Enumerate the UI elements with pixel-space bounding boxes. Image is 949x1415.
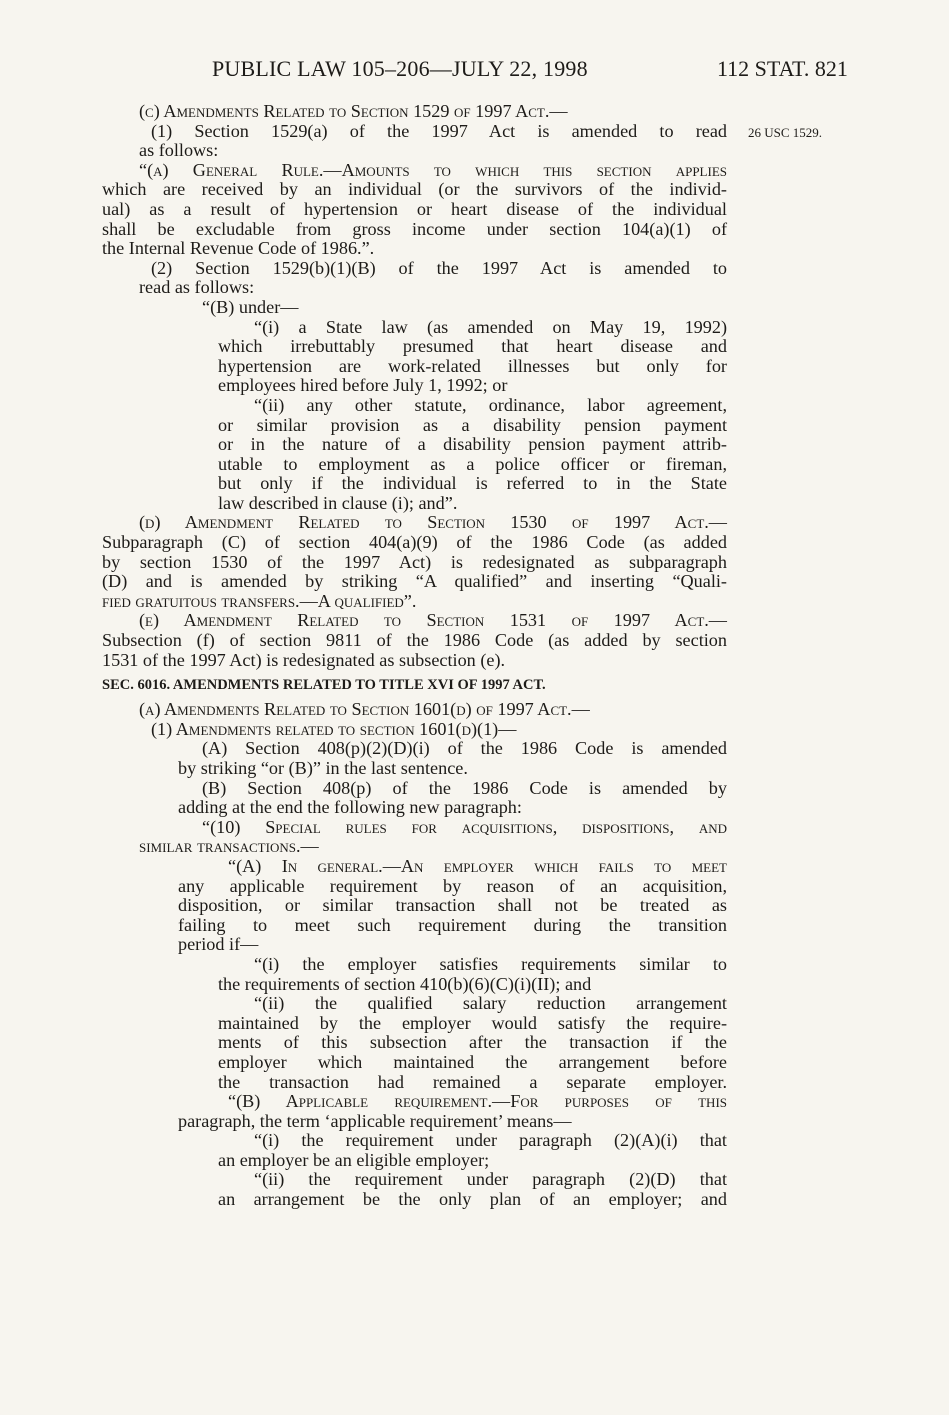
text-line: failing to meet such requirement during the transition xyxy=(178,914,727,935)
text-line: any applicable requirement by reason of an acquisition, xyxy=(178,875,727,896)
text-line: “(B) under— xyxy=(202,296,299,317)
text-line: by striking “or (B)” in the last sentence. xyxy=(178,758,468,778)
text-line: “(A) In general.—An employer which fails to meet xyxy=(228,855,727,876)
text-line: “(B) Applicable requirement.—For purposes of this xyxy=(228,1091,727,1112)
text-line: law described in clause (i); and”. xyxy=(218,492,458,513)
text-line: “(i) the requirement under paragraph (2)(A)(i) that xyxy=(254,1130,727,1151)
text-line: maintained by the employer would satisfy the require- xyxy=(218,1012,727,1033)
document-body xyxy=(102,102,727,1210)
text-line: employees hired before July 1, 1992; or xyxy=(218,375,508,396)
text-line: an arrangement be the only plan of an employer; and xyxy=(218,1189,727,1210)
text-line: employer which maintained the arrangement before xyxy=(218,1051,727,1072)
text-line: “(i) a State law (as amended on May 19, 1992) xyxy=(254,316,727,337)
statute-page-number: 112 STAT. 821 xyxy=(717,56,848,81)
text-line: fied gratuitous transfers.—A qualified”. xyxy=(102,590,417,611)
text-line: utable to employment as a police officer or fireman, xyxy=(218,453,727,474)
text-line: “(ii) the qualified salary reduction arrangement xyxy=(254,993,727,1014)
page-header xyxy=(0,56,949,86)
text-line: ments of this subsection after the transaction if the xyxy=(218,1032,727,1053)
text-line: “(ii) any other statute, ordinance, labor agreement, xyxy=(254,394,727,415)
text-line: 1531 of the 1997 Act) is redesignated as subsection (e). xyxy=(102,649,506,670)
text-line: “(a) General Rule.—Amounts to which this section applies xyxy=(139,159,727,180)
text-line: (a) Amendments Related to Section 1601(d) of 1997 Act.— xyxy=(139,699,590,720)
text-line: the transaction had remained a separate employer. xyxy=(218,1071,727,1092)
text-line: which are received by an individual (or the survivors of the individ- xyxy=(102,179,727,200)
text-line: (A) Section 408(p)(2)(D)(i) of the 1986 Code is amended xyxy=(202,738,727,759)
text-line: Subsection (f) of section 9811 of the 1986 Code (as added by section xyxy=(102,630,727,651)
text-line: (1) Amendments related to section 1601(d)(1)— xyxy=(151,718,517,739)
text-line: hypertension are work-related illnesses but only for xyxy=(218,355,727,376)
text-line: as follows: xyxy=(139,140,219,161)
text-line: (2) Section 1529(b)(1)(B) of the 1997 Act is amended to xyxy=(151,257,727,278)
text-line: “(10) Special rules for acquisitions, dispositions, and xyxy=(202,816,727,837)
section-heading: SEC. 6016. AMENDMENTS RELATED TO TITLE XVI OF 1997 ACT. xyxy=(102,677,546,694)
text-line: the Internal Revenue Code of 1986.”. xyxy=(102,238,375,259)
running-head-title: PUBLIC LAW 105–206—JULY 22, 1998 xyxy=(212,56,588,81)
text-line: disposition, or similar transaction shall not be treated as xyxy=(178,895,727,916)
text-line: ual) as a result of hypertension or heart disease of the individual xyxy=(102,198,727,219)
text-line: (D) and is amended by striking “A qualified” and inserting “Quali- xyxy=(102,571,727,592)
text-line: or in the nature of a disability pension payment attrib- xyxy=(218,434,727,455)
text-line: but only if the individual is referred to in the State xyxy=(218,473,727,494)
text-line: (e) Amendment Related to Section 1531 of 1997 Act.— xyxy=(139,610,727,631)
text-line: similar transactions.— xyxy=(139,836,319,857)
text-line: (d) Amendment Related to Section 1530 of 1997 Act.— xyxy=(139,512,727,533)
text-line: (1) Section 1529(a) of the 1997 Act is amended to read xyxy=(151,120,727,141)
text-line: adding at the end the following new paragraph: xyxy=(178,797,522,818)
margin-citation: 26 USC 1529. xyxy=(748,125,823,140)
text-line: “(ii) the requirement under paragraph (2)(D) that xyxy=(254,1169,727,1190)
text-line: or similar provision as a disability pension payment xyxy=(218,414,727,435)
text-line: Subparagraph (C) of section 404(a)(9) of the 1986 Code (as added xyxy=(102,532,727,553)
text-line: (B) Section 408(p) of the 1986 Code is amended by xyxy=(202,777,727,798)
text-line: shall be excludable from gross income under section 104(a)(1) of xyxy=(102,218,727,239)
text-line: the requirements of section 410(b)(6)(C)(i)(II); and xyxy=(218,973,592,994)
text-line: read as follows: xyxy=(139,277,255,298)
text-line: an employer be an eligible employer; xyxy=(218,1149,490,1170)
text-line: (c) Amendments Related to Section 1529 of 1997 Act.— xyxy=(139,101,568,121)
text-line: by section 1530 of the 1997 Act) is redesignated as subparagraph xyxy=(102,551,727,572)
text-line: paragraph, the term ‘applicable requirement’ means— xyxy=(178,1110,572,1131)
text-line: period if— xyxy=(178,934,259,955)
text-line: which irrebuttably presumed that heart disease and xyxy=(218,336,727,357)
text-line: “(i) the employer satisfies requirements similar to xyxy=(254,953,727,974)
